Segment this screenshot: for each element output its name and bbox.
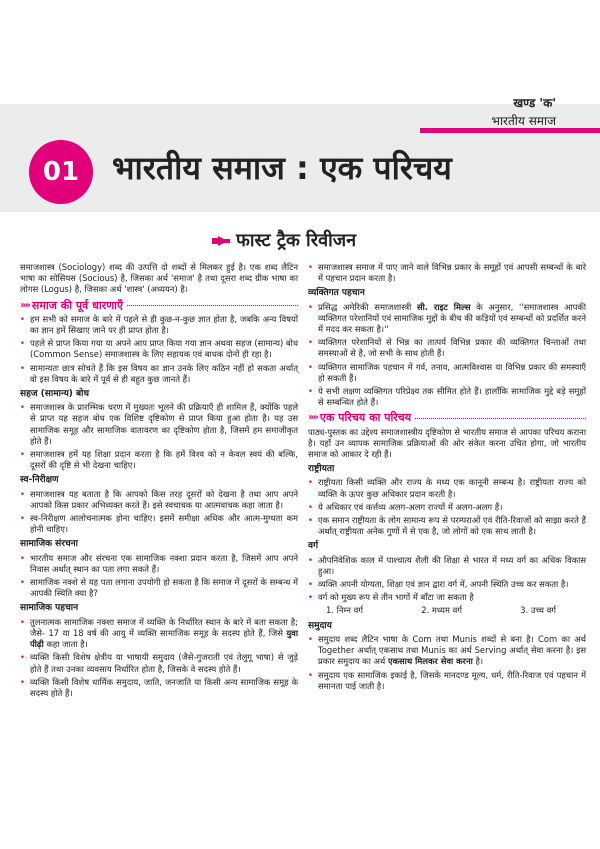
chapter-title: भारतीय समाज : एक परिचय (112, 149, 452, 187)
left-column (20, 262, 298, 701)
double-chevron-icon: »» (308, 412, 317, 424)
subheading: सामाजिक पहचान (20, 603, 79, 614)
bullet-point: • पहले से प्राप्त किया गया या अपने आप प्राप्त किया गया ज्ञान अथवा सहज (सामान्य) बोध (Common Sense) समाजशास्त्र के लिए सहायक एवं बाधक दोनों ही रहा है। (20, 338, 298, 360)
bullet-point (20, 617, 298, 651)
class-item: 2. मध्यम वर्ग (421, 605, 462, 616)
bullet-point: • समाजशास्त्र हमें यह शिक्षा प्रदान करता है कि हमें विश्व को न केवल स्वयं की बल्कि, दूसरों की दृष्टि से भी देखना चाहिए। (20, 449, 298, 471)
section-heading (308, 412, 586, 423)
subheading: वर्ग (308, 541, 319, 552)
bullet-point: • ये अधिकार एवं कर्त्तव्य अलग-अलग राज्यों में अलग-अलग हैं। (308, 502, 586, 513)
section-heading-label: एक परिचय का परिचय (319, 411, 412, 425)
chapter-number-badge: 01 (29, 140, 93, 204)
section-heading (20, 300, 298, 311)
bullet-point: • सामाजिक नक्शे से यह पता लगाना उपयोगी हो सकता है कि समाज में दूसरों के सम्बन्ध में आपकी स्थिति क्या है? (20, 577, 298, 599)
bullet-point: • भारतीय समाज और संरचना एक सामाजिक नक्शा प्रदान करता है, जिसमें आप अपने निवास अर्थात् स्थान का पता लगा सकते हैं। (20, 553, 298, 575)
bullet-point: • हम सभी को समाज के बारे में पहले से ही कुछ-न-कुछ ज्ञात होता है, जबकि अन्य विषयों का ज्ञान हमें सिखाए जाने पर ही प्राप्त होता है। (20, 314, 298, 336)
bold-term: सी. राइट मिल्स (416, 301, 471, 312)
bullet-text: समुदाय शब्द लैटिन भाषा के Com तथा Munis शब्दों से बना है। Com का अर्थ Together अर्थात् एकसाथ तथा Munis का अर्थ Serving अर्थात् सेवा करना है। इस प्रकार समुदाय का अर्थ (318, 633, 586, 667)
bullet-point: • औपनिवेशिक काल में पाश्चात्य शैली की शिक्षा से भारत में मध्य वर्ग का अधिक विकास हुआ। (308, 555, 586, 577)
bullet-point: • समाजशास्त्र के प्रारम्भिक चरण में मुख्यतः भूलने की प्रक्रियाएँ ही शामिल हैं, क्योंकि पहले से प्राप्त यह सहज बोध एक विशिष्ट दृष्टिकोण से प्राप्त किया हुआ होता है। यह उस सामाजिक समूह और सामाजिक वातावरण का दृष्टिकोण होता है, जिसमें हम समाजीकृत होते हैं। (20, 402, 298, 447)
bold-term: युवा पीढ़ी (30, 627, 298, 650)
paragraph: पाठ्य-पुस्तक का उद्देश्य समाजशास्त्रीय दृष्टिकोण से भारतीय समाज से आपका परिचय कराना है। यहाँ उन व्यापक सामाजिक प्रक्रियाओं की ओर संकेत करना उचित होगा, जो भारतीय समाज को आकार दे रही हैं। (308, 426, 586, 460)
class-item: 1. निम्न वर्ग (326, 605, 363, 616)
fast-track-hand-icon (212, 236, 230, 246)
bullet-point: • स्व-निरीक्षण आलोचनात्मक होना चाहिए। इसमें समीक्षा अधिक और आत्म-मुग्धता कम होनी चाहिए। (20, 513, 298, 535)
section-underline (420, 128, 600, 133)
bullet-point: • व्यक्ति किसी विशेष धार्मिक समुदाय, जाति, जनजाति या किसी अन्य सामाजिक समूह के सदस्य होते हैं। (20, 677, 298, 699)
dotted-divider (415, 418, 586, 419)
subheading: समुदाय (308, 620, 332, 631)
subheading: राष्ट्रीयता (308, 464, 335, 475)
bullet-text: प्रसिद्ध अमेरिकी समाजशास्त्री (318, 301, 417, 312)
class-item: 3. उच्च वर्ग (520, 605, 556, 616)
bullet-point: • समाजशास्त्र समाज में पाए जाने वाले विभिन्न प्रकार के समूहों एवं आपसी सम्बन्धों के बारे में पहचान प्रदान करता है। (308, 262, 586, 284)
bold-term: एकसाथ मिलकर सेवा करना (387, 656, 473, 667)
bullet-point: • व्यक्ति किसी विशेष क्षेत्रीय या भाषायी समुदाय (जैसे-गुजराती एवं तेलुगू भाषा) से जुड़े होते हैं तथा उनका व्यवसाय निर्धारित होता है, जिसके वे सदस्य होते हैं। (20, 652, 298, 674)
bullet-point: • व्यक्ति अपनी योग्यता, शिक्षा एवं ज्ञान द्वारा वर्ग में, अपनी स्थिति उच्च कर सकता है। (308, 579, 586, 590)
bullet-point (308, 634, 586, 668)
section-heading-label: समाज की पूर्व धारणाएँ (31, 298, 124, 312)
class-list (308, 605, 586, 616)
bullet-text: के अनुसार, ''समाजशास्त्र आपकी व्यक्तिगत परेशानियों एवं सामाजिक मुद्दों के बीच की कड़ियों एवं सम्बन्धों को प्रदर्शित करने में मदद कर सकता है।'' (318, 301, 586, 335)
bullet-point: • समुदाय एक सामाजिक इकाई है, जिसके मानदण्ड मूल्य, धर्म, रीति-रिवाज एवं पहचान में समानता पाई जाती है। (308, 670, 586, 692)
bullet-point: • व्यक्तिगत सामाजिक पहचान में गर्व, तनाव, आत्मविश्वास या विभिन्न प्रकार की समस्याएँ हो सकती हैं। (308, 362, 586, 384)
bullet-point: • वर्ग को मुख्य रूप से तीन भागों में बाँटा जा सकता है (308, 592, 586, 603)
subheading: व्यक्तिगत पहचान (308, 288, 365, 299)
fast-track-heading: फास्ट ट्रैक रिवीजन (236, 230, 357, 251)
dotted-divider (127, 305, 298, 306)
bullet-text: है। (472, 656, 484, 667)
bullet-point: • व्यक्तिगत परेशानियों से भिन्न का तात्पर्य विभिन्न प्रकार की व्यक्तिगत चिन्ताओं तथा समस्याओं से है, जो सभी के साथ होती हैं। (308, 337, 586, 359)
bullet-point: • ये सभी लक्षण व्यक्तिगत परिप्रेक्ष्य तक सीमित होते हैं। हालाँकि सामाजिक मुद्दे बड़े समूहों से सम्बन्धित होते हैं। (308, 386, 586, 408)
part-label: खण्ड 'क' (513, 96, 556, 110)
bullet-point: • राष्ट्रीयता किसी व्यक्ति और राज्य के मध्य एक कानूनी सम्बन्ध है। राष्ट्रीयता राज्य को व्यक्ति के ऊपर कुछ अधिकार प्रदान करती है। (308, 477, 586, 499)
bullet-point: • समाजशास्त्र यह बताता है कि आपको किस तरह दूसरों को देखना है तथा आप अपने आपको किस प्रकार अभिव्यक्त करते हैं। इसे स्वचाचक या आत्मवाचक कहा जाता है। (20, 489, 298, 511)
subheading: सामाजिक संरचना (20, 539, 78, 550)
subheading: स्व-निरीक्षण (20, 475, 59, 486)
bullet-text: कहा जाता है। (43, 639, 88, 650)
bullet-text: तुलनात्मक सामाजिक नक्शा समाज में व्यक्ति के निर्धारित स्थान के बारे में बता सकता है; जैसे- 17 या 18 वर्ष की आयु में व्यक्ति सामाजिक समूह के सदस्य होते हैं, जिसे (30, 616, 298, 638)
bullet-point (308, 302, 586, 336)
intro-paragraph: समाजशास्त्र (Sociology) शब्द की उत्पत्ति दो शब्दों से मिलकर हुई है। एक शब्द लैटिन भाषा का सोसियस (Socious) है, जिसका अर्थ 'समाज' है तथा दूसरा शब्द ग्रीक भाषा का लोगस (Logus) है, जिसका अर्थ 'शास्त्र' (अध्ययन) है। (20, 262, 298, 295)
section-title: भारतीय समाज (491, 114, 556, 128)
right-column (308, 262, 586, 694)
subheading: सहज (सामान्य) बोध (20, 389, 90, 400)
bullet-point: • सामान्यतः छात्र सोचते हैं कि इस विषय का ज्ञान उनके लिए कठिन नहीं हो सकता अर्थात् वो इस विषय के बारे में पूर्व से ही बहुत कुछ जानते हैं। (20, 363, 298, 385)
double-chevron-icon: »» (20, 299, 29, 311)
bullet-point: • एक समान राष्ट्रीयता के लोग सामान्य रूप से परम्पराओं एवं रीति-रिवाजों को साझा करते हैं अर्थात् राष्ट्रीयता अनेक गुणों में से एक है, जो लोगों को एक साथ लाती है। (308, 515, 586, 537)
